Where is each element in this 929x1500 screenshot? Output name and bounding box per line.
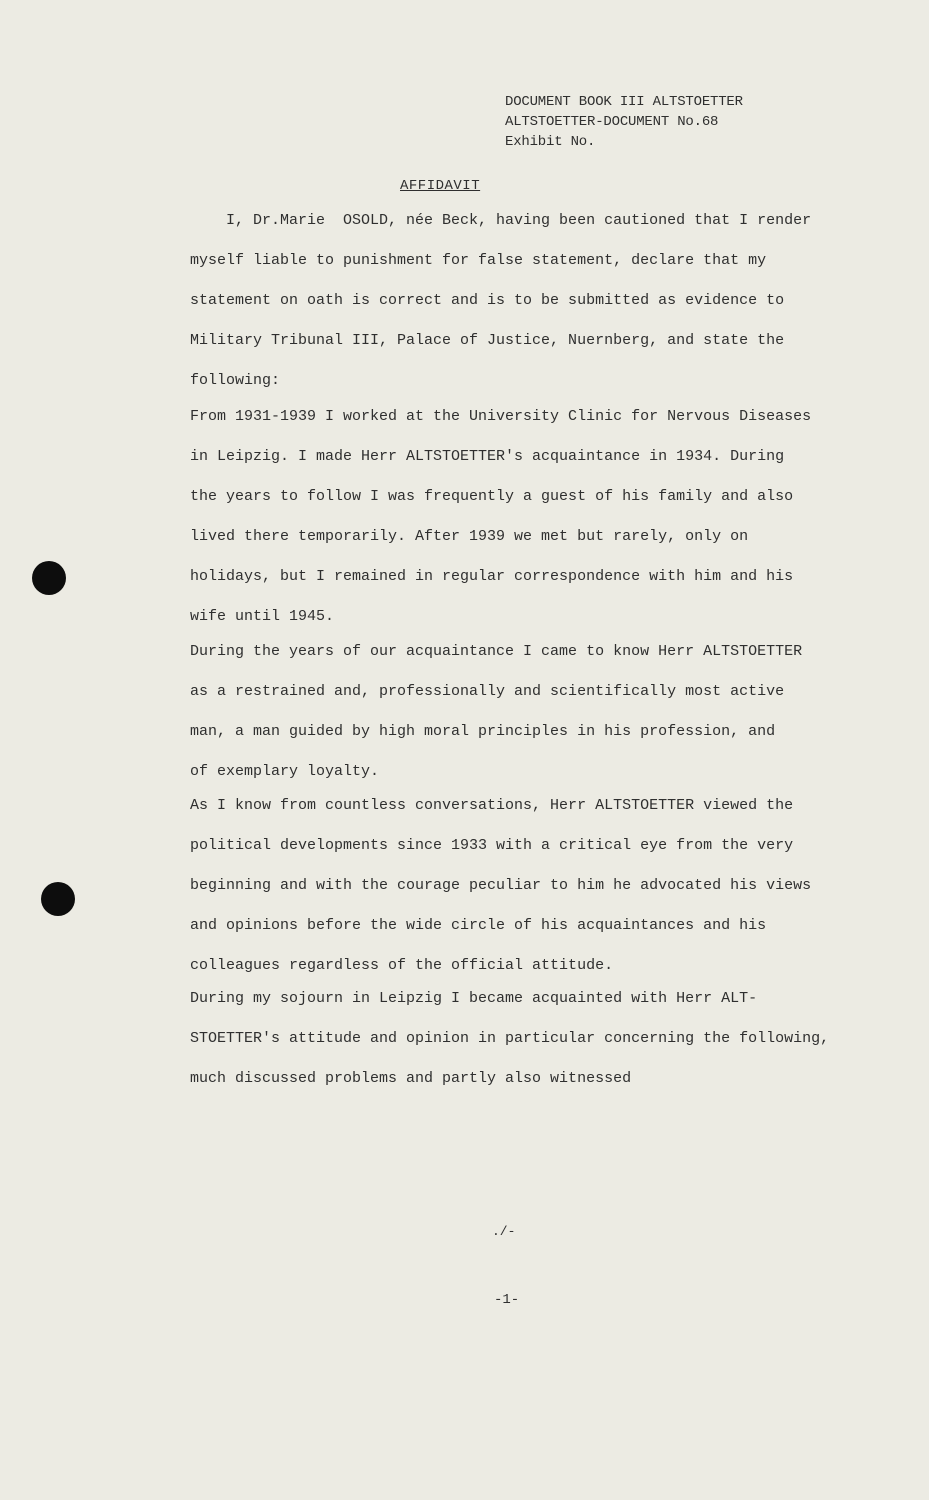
text-line: of exemplary loyalty.	[190, 763, 380, 780]
page-number: -1-	[494, 1292, 520, 1308]
text-line: myself liable to punishment for false statement, declare that my	[190, 252, 767, 269]
punch-hole	[32, 561, 66, 595]
paragraph-character	[190, 643, 890, 780]
text-line: lived there temporarily. After 1939 we met but rarely, only on	[190, 528, 749, 545]
document-title: AFFIDAVIT	[400, 178, 481, 194]
header-book-line: DOCUMENT BOOK III ALTSTOETTER	[505, 94, 743, 110]
paragraph-acquaintance	[190, 408, 890, 625]
text-line: From 1931-1939 I worked at the University Clinic for Nervous Diseases	[190, 408, 812, 425]
text-line: During the years of our acquaintance I came to know Herr ALTSTOETTER	[190, 643, 803, 660]
text-line: political developments since 1933 with a critical eye from the very	[190, 837, 794, 854]
text-line: I, Dr.Marie OSOLD, née Beck, having been cautioned that I render	[190, 212, 812, 229]
text-line: in Leipzig. I made Herr ALTSTOETTER's acquaintance in 1934. During	[190, 448, 785, 465]
paragraph-political-views	[190, 797, 890, 974]
header-exhibit-number: Exhibit No.	[505, 134, 596, 150]
text-line: As I know from countless conversations, Herr ALTSTOETTER viewed the	[190, 797, 794, 814]
text-line: holidays, but I remained in regular correspondence with him and his	[190, 568, 794, 585]
text-line: STOETTER's attitude and opinion in particular concerning the following,	[190, 1030, 830, 1047]
paragraph-declaration	[190, 212, 890, 389]
text-line: wife until 1945.	[190, 608, 335, 625]
text-line: beginning and with the courage peculiar to him he advocated his views	[190, 877, 812, 894]
text-line: colleagues regardless of the official attitude.	[190, 957, 614, 974]
paragraph-leipzig-sojourn	[190, 990, 890, 1087]
continuation-mark: ./-	[492, 1224, 516, 1239]
text-line: Military Tribunal III, Palace of Justice, Nuernberg, and state the	[190, 332, 785, 349]
text-line: much discussed problems and partly also witnessed	[190, 1070, 632, 1087]
text-line: the years to follow I was frequently a guest of his family and also	[190, 488, 794, 505]
text-line: man, a man guided by high moral principles in his profession, and	[190, 723, 776, 740]
punch-hole	[41, 882, 75, 916]
text-line: following:	[190, 372, 281, 389]
document-header	[505, 92, 743, 152]
text-line: as a restrained and, professionally and scientifically most active	[190, 683, 785, 700]
text-line: and opinions before the wide circle of his acquaintances and his	[190, 917, 767, 934]
text-line: During my sojourn in Leipzig I became acquainted with Herr ALT-	[190, 990, 758, 1007]
header-document-number: ALTSTOETTER-DOCUMENT No.68	[505, 114, 719, 130]
text-line: statement on oath is correct and is to be submitted as evidence to	[190, 292, 785, 309]
